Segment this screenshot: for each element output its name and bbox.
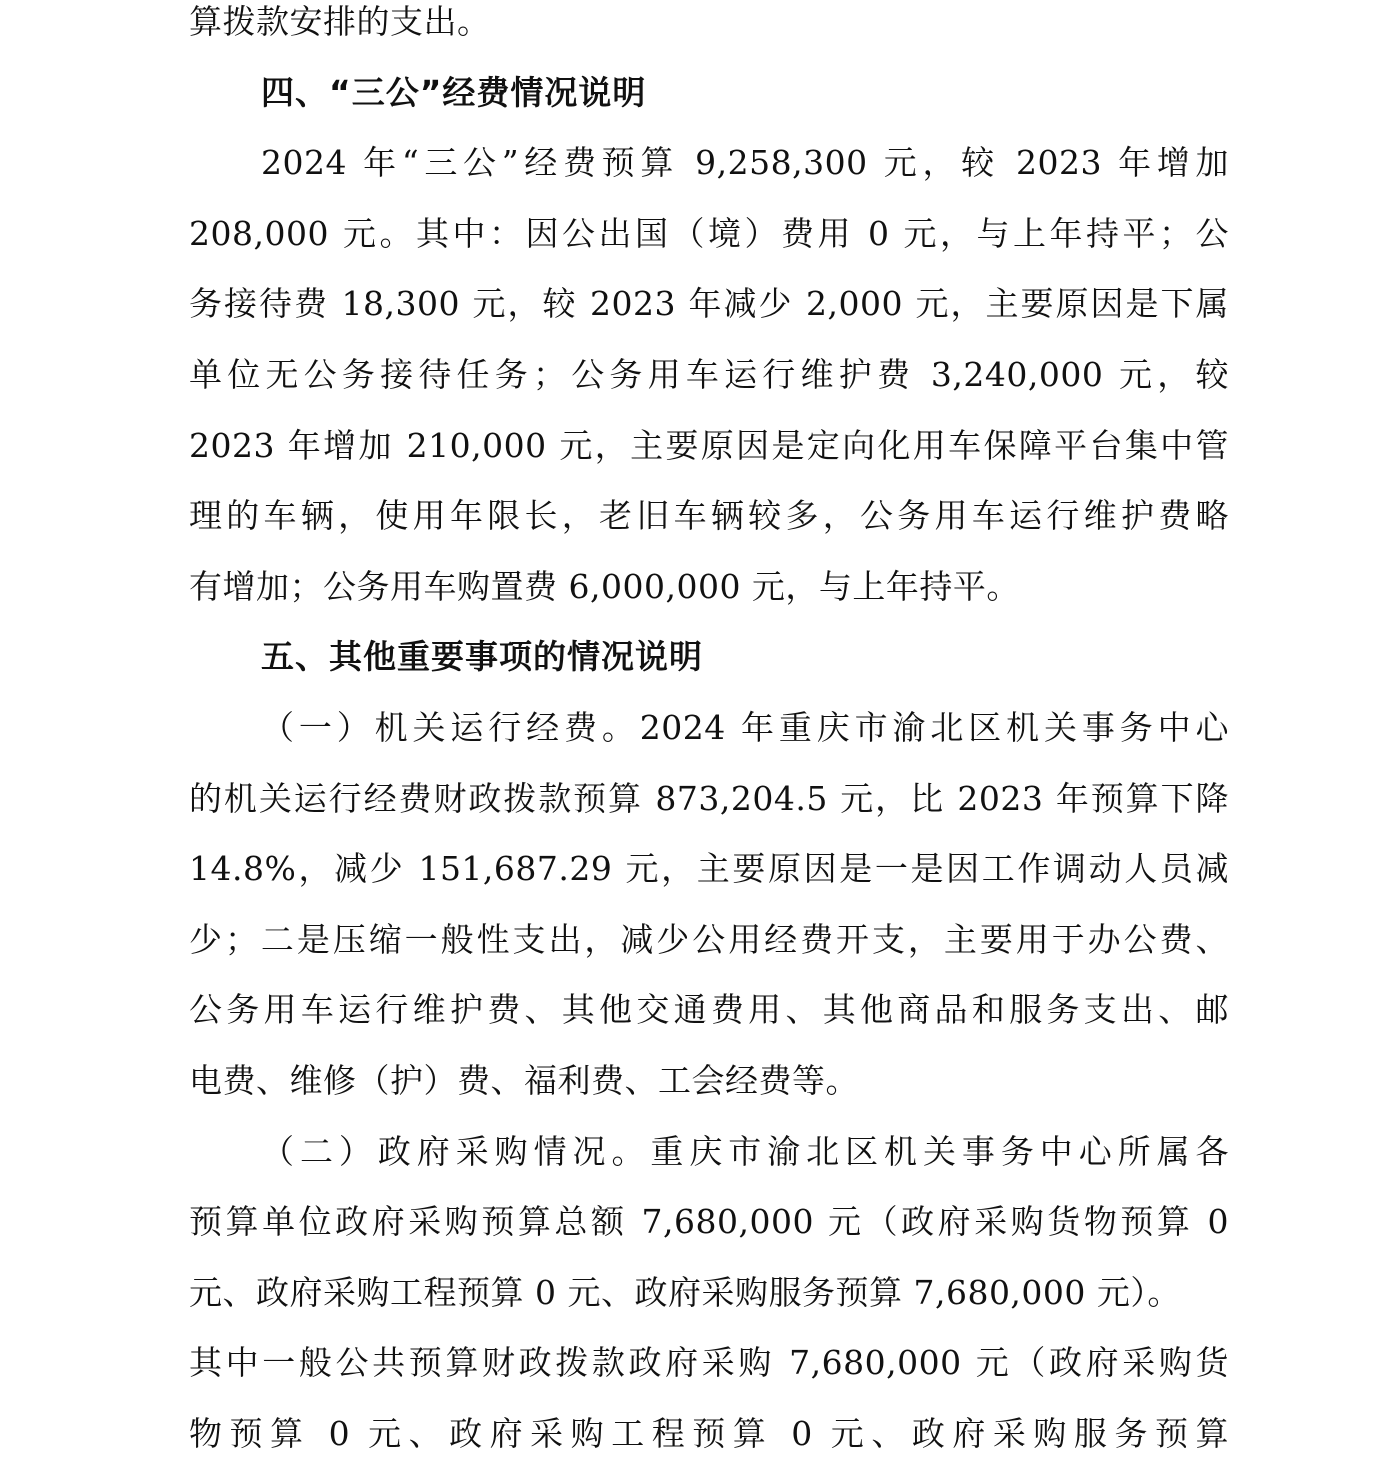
text-line: 有增加；公务用车购置费 6,000,000 元，与上年持平。 (189, 566, 1020, 606)
text-line: （一）机关运行经费。2024 年重庆市渝北区机关事务中心 (261, 707, 1229, 747)
text-line: 物预算 0 元、政府采购工程预算 0 元、政府采购服务预算 (189, 1413, 1229, 1453)
text-line: 元、政府采购工程预算 0 元、政府采购服务预算 7,680,000 元）。 (189, 1272, 1181, 1312)
text-line: 2023 年增加 210,000 元，主要原因是定向化用车保障平台集中管 (189, 425, 1229, 465)
section-heading-five: 五、其他重要事项的情况说明 (261, 637, 703, 677)
document-page (189, 0, 1229, 1469)
text-line: 其中一般公共预算财政拨款政府采购 7,680,000 元（政府采购货 (189, 1343, 1229, 1383)
text-line: 预算单位政府采购预算总额 7,680,000 元（政府采购货物预算 0 (189, 1202, 1229, 1242)
text-line: 电费、维修（护）费、福利费、工会经费等。 (189, 1060, 859, 1100)
text-line: 的机关运行经费财政拨款预算 873,204.5 元，比 2023 年预算下降 (189, 778, 1229, 818)
text-line: 2024 年“三公”经费预算 9,258,300 元，较 2023 年增加 (261, 143, 1229, 183)
text-line: 208,000 元。其中：因公出国（境）费用 0 元，与上年持平；公 (189, 213, 1229, 253)
text-line: 理的车辆，使用年限长，老旧车辆较多，公务用车运行维护费略 (189, 496, 1229, 536)
section-heading-four: 四、“三公”经费情况说明 (261, 72, 647, 112)
text-line: 公务用车运行维护费、其他交通费用、其他商品和服务支出、邮 (189, 990, 1229, 1030)
text-line: 少；二是压缩一般性支出，减少公用经费开支，主要用于办公费、 (189, 919, 1229, 959)
text-line: 14.8%，减少 151,687.29 元，主要原因是一是因工作调动人员减 (189, 849, 1229, 889)
text-line: （二）政府采购情况。重庆市渝北区机关事务中心所属各 (261, 1131, 1229, 1171)
text-line: 算拨款安排的支出。 (189, 2, 491, 41)
text-line: 单位无公务接待任务；公务用车运行维护费 3,240,000 元，较 (189, 354, 1229, 394)
text-line: 务接待费 18,300 元，较 2023 年减少 2,000 元，主要原因是下属 (189, 284, 1229, 324)
